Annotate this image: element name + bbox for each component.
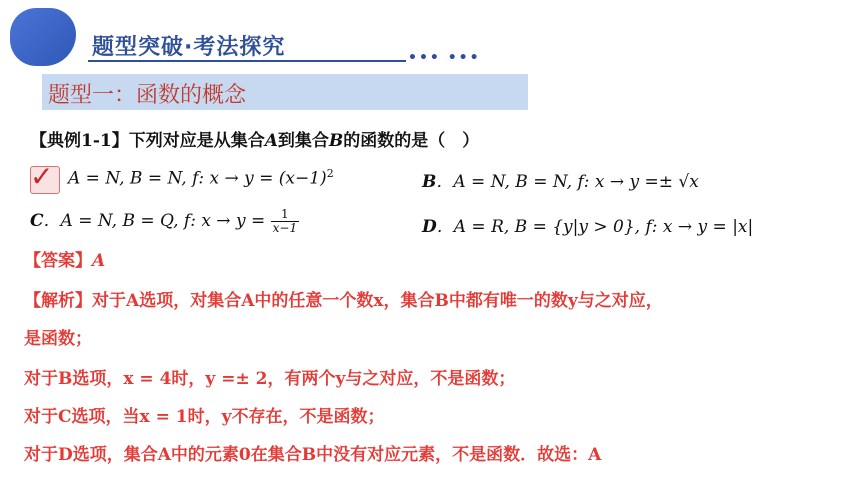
question-var-b: B [328,131,344,151]
question-prefix: 【典例1-1】 [30,131,129,151]
option-d-text: ．A = R, B = {y|y > 0}, f: x → y = |x| [436,217,754,237]
question-text-c: 的函数的是（ ） [343,131,480,151]
question [30,126,479,151]
type-label: 题型一：函数的概念 [48,83,247,108]
analysis-text-1: 对于A选项，对集合A中的任意一个数x，集合B中都有唯一的数y与之对应， [92,291,663,311]
option-a [68,167,334,189]
question-text-a: 下列对应是从集合 [128,131,265,151]
question-var-a: A [264,131,278,151]
option-b [422,167,699,192]
option-c-label: C [30,211,44,231]
option-a-sup: 2 [326,167,334,180]
option-d [422,212,753,237]
analysis-line-2: 是函数； [24,329,92,349]
option-c [30,206,299,235]
analysis-line-1 [24,286,663,311]
analysis-line-5: 对于D选项，集合A中的元素0在集合B中没有对应元素，不是函数．故选：A [24,445,602,465]
analysis-line-3: 对于B选项，x = 4时，y =± 2，有两个y与之对应，不是函数； [24,369,516,389]
answer-label: 【答案】 [24,251,92,271]
option-d-label: D [422,217,437,237]
header-decoration [10,8,76,66]
header-dots: ••• ••• [408,50,481,66]
answer [24,246,105,271]
option-b-label: B [422,172,437,192]
option-c-text: ．A = N, B = Q, f: x → y = [43,211,271,231]
question-text-b: 到集合 [277,131,329,151]
answer-value: A [92,251,106,271]
analysis-label: 【解析】 [24,291,92,311]
option-a-text: A = N, B = N, f: x → y = (x−1) [68,168,327,189]
option-b-text: ．A = N, B = N, f: x → y =± √x [436,172,699,192]
check-mark-icon: ✓ [30,160,54,193]
fraction-numerator: 1 [271,208,299,222]
fraction-denominator: x−1 [272,221,298,235]
header-underline [88,60,406,62]
option-c-fraction [271,208,299,235]
analysis-line-4: 对于C选项，当x = 1时，y不存在，不是函数； [24,407,385,427]
section-title: 题型突破·考法探究 [92,35,286,60]
